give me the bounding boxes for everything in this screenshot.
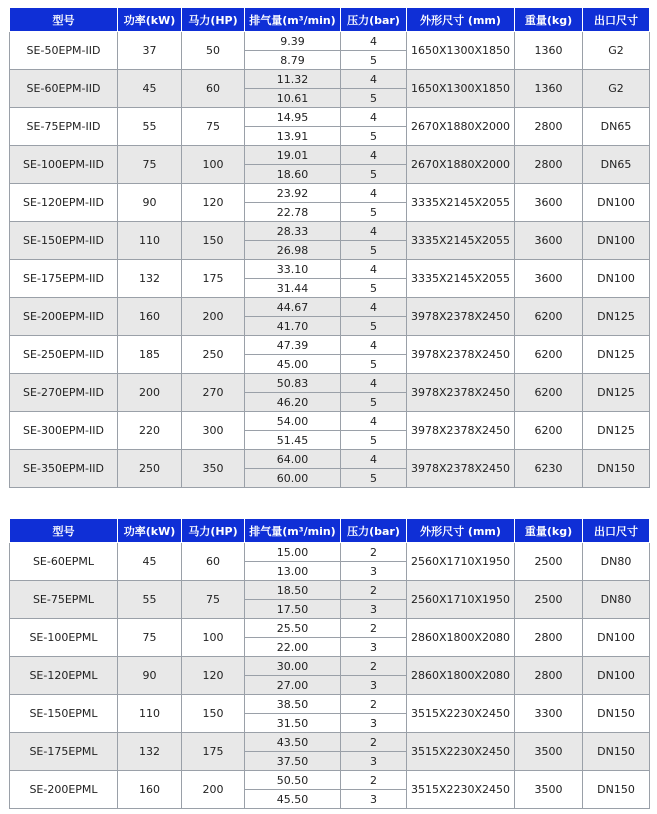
table-row: [10, 657, 650, 676]
column-header: 压力(bar): [341, 519, 407, 543]
header-row: [10, 8, 650, 32]
table-row: [10, 184, 650, 203]
pressure-cell: 5: [341, 165, 407, 184]
flow-cell: 10.61: [245, 89, 341, 108]
flow-cell: 31.50: [245, 714, 341, 733]
flow-cell: 31.44: [245, 279, 341, 298]
power-cell: 200: [118, 374, 182, 412]
power-cell: 75: [118, 146, 182, 184]
power-cell: 75: [118, 619, 182, 657]
pressure-cell: 4: [341, 222, 407, 241]
table-header: [10, 8, 650, 32]
table-row: [10, 695, 650, 714]
column-header: 重量(kg): [515, 8, 583, 32]
pressure-cell: 3: [341, 790, 407, 809]
power-cell: 90: [118, 657, 182, 695]
dimensions-cell: 2670X1880X2000: [407, 108, 515, 146]
pressure-cell: 5: [341, 241, 407, 260]
pressure-cell: 4: [341, 336, 407, 355]
horsepower-cell: 150: [182, 695, 245, 733]
weight-cell: 2500: [515, 543, 583, 581]
flow-cell: 45.50: [245, 790, 341, 809]
dimensions-cell: 3335X2145X2055: [407, 184, 515, 222]
column-header: 排气量(m³/min): [245, 519, 341, 543]
dimensions-cell: 3978X2378X2450: [407, 450, 515, 488]
flow-cell: 60.00: [245, 469, 341, 488]
power-cell: 110: [118, 222, 182, 260]
pressure-cell: 4: [341, 146, 407, 165]
outlet-cell: DN150: [583, 771, 650, 809]
table-row: [10, 543, 650, 562]
pressure-cell: 2: [341, 771, 407, 790]
pressure-cell: 4: [341, 184, 407, 203]
flow-cell: 46.20: [245, 393, 341, 412]
outlet-cell: DN80: [583, 543, 650, 581]
spec-table-1: [9, 7, 650, 488]
weight-cell: 2500: [515, 581, 583, 619]
power-cell: 250: [118, 450, 182, 488]
power-cell: 45: [118, 70, 182, 108]
power-cell: 185: [118, 336, 182, 374]
horsepower-cell: 60: [182, 70, 245, 108]
horsepower-cell: 100: [182, 619, 245, 657]
weight-cell: 2800: [515, 657, 583, 695]
dimensions-cell: 1650X1300X1850: [407, 32, 515, 70]
dimensions-cell: 3515X2230X2450: [407, 695, 515, 733]
weight-cell: 6200: [515, 298, 583, 336]
model-cell: SE-150EPML: [10, 695, 118, 733]
flow-cell: 44.67: [245, 298, 341, 317]
column-header: 马力(HP): [182, 519, 245, 543]
pressure-cell: 3: [341, 600, 407, 619]
flow-cell: 9.39: [245, 32, 341, 51]
dimensions-cell: 3978X2378X2450: [407, 336, 515, 374]
flow-cell: 26.98: [245, 241, 341, 260]
power-cell: 90: [118, 184, 182, 222]
pressure-cell: 2: [341, 733, 407, 752]
outlet-cell: DN150: [583, 733, 650, 771]
flow-cell: 13.00: [245, 562, 341, 581]
flow-cell: 45.00: [245, 355, 341, 374]
model-cell: SE-120EPML: [10, 657, 118, 695]
column-header: 出口尺寸: [583, 519, 650, 543]
model-cell: SE-300EPM-IID: [10, 412, 118, 450]
flow-cell: 43.50: [245, 733, 341, 752]
flow-cell: 14.95: [245, 108, 341, 127]
model-cell: SE-150EPM-IID: [10, 222, 118, 260]
model-cell: SE-350EPM-IID: [10, 450, 118, 488]
table-row: [10, 450, 650, 469]
dimensions-cell: 2670X1880X2000: [407, 146, 515, 184]
pressure-cell: 2: [341, 543, 407, 562]
weight-cell: 3300: [515, 695, 583, 733]
horsepower-cell: 75: [182, 581, 245, 619]
model-cell: SE-60EPM-IID: [10, 70, 118, 108]
column-header: 外形尺寸 (mm): [407, 519, 515, 543]
flow-cell: 25.50: [245, 619, 341, 638]
pressure-cell: 4: [341, 412, 407, 431]
flow-cell: 33.10: [245, 260, 341, 279]
weight-cell: 3500: [515, 771, 583, 809]
model-cell: SE-200EPM-IID: [10, 298, 118, 336]
pressure-cell: 3: [341, 752, 407, 771]
horsepower-cell: 270: [182, 374, 245, 412]
model-cell: SE-175EPM-IID: [10, 260, 118, 298]
power-cell: 37: [118, 32, 182, 70]
outlet-cell: DN125: [583, 412, 650, 450]
outlet-cell: DN150: [583, 695, 650, 733]
column-header: 功率(kW): [118, 519, 182, 543]
dimensions-cell: 3515X2230X2450: [407, 771, 515, 809]
pressure-cell: 3: [341, 638, 407, 657]
flow-cell: 22.00: [245, 638, 341, 657]
flow-cell: 17.50: [245, 600, 341, 619]
model-cell: SE-50EPM-IID: [10, 32, 118, 70]
outlet-cell: DN65: [583, 108, 650, 146]
pressure-cell: 2: [341, 657, 407, 676]
pressure-cell: 5: [341, 317, 407, 336]
flow-cell: 28.33: [245, 222, 341, 241]
column-header: 型号: [10, 519, 118, 543]
pressure-cell: 5: [341, 89, 407, 108]
dimensions-cell: 3978X2378X2450: [407, 298, 515, 336]
weight-cell: 2800: [515, 619, 583, 657]
pressure-cell: 2: [341, 619, 407, 638]
dimensions-cell: 2560X1710X1950: [407, 543, 515, 581]
column-header: 压力(bar): [341, 8, 407, 32]
dimensions-cell: 2560X1710X1950: [407, 581, 515, 619]
horsepower-cell: 200: [182, 771, 245, 809]
flow-cell: 50.50: [245, 771, 341, 790]
pressure-cell: 5: [341, 279, 407, 298]
flow-cell: 11.32: [245, 70, 341, 89]
pressure-cell: 3: [341, 714, 407, 733]
dimensions-cell: 3978X2378X2450: [407, 412, 515, 450]
dimensions-cell: 3515X2230X2450: [407, 733, 515, 771]
model-cell: SE-250EPM-IID: [10, 336, 118, 374]
table-row: [10, 222, 650, 241]
column-header: 功率(kW): [118, 8, 182, 32]
dimensions-cell: 3335X2145X2055: [407, 260, 515, 298]
flow-cell: 51.45: [245, 431, 341, 450]
outlet-cell: DN100: [583, 657, 650, 695]
pressure-cell: 4: [341, 450, 407, 469]
power-cell: 110: [118, 695, 182, 733]
flow-cell: 50.83: [245, 374, 341, 393]
table-row: [10, 733, 650, 752]
table-row: [10, 260, 650, 279]
weight-cell: 6200: [515, 336, 583, 374]
table-row: [10, 374, 650, 393]
table-body: [10, 543, 650, 809]
flow-cell: 54.00: [245, 412, 341, 431]
power-cell: 160: [118, 771, 182, 809]
horsepower-cell: 175: [182, 733, 245, 771]
table-row: [10, 336, 650, 355]
weight-cell: 3600: [515, 184, 583, 222]
header-row: [10, 519, 650, 543]
pressure-cell: 5: [341, 51, 407, 70]
column-header: 马力(HP): [182, 8, 245, 32]
weight-cell: 2800: [515, 146, 583, 184]
power-cell: 160: [118, 298, 182, 336]
outlet-cell: G2: [583, 70, 650, 108]
pressure-cell: 4: [341, 374, 407, 393]
pressure-cell: 2: [341, 581, 407, 600]
dimensions-cell: 3978X2378X2450: [407, 374, 515, 412]
pressure-cell: 3: [341, 562, 407, 581]
horsepower-cell: 60: [182, 543, 245, 581]
dimensions-cell: 2860X1800X2080: [407, 657, 515, 695]
table-row: [10, 146, 650, 165]
model-cell: SE-270EPM-IID: [10, 374, 118, 412]
column-header: 出口尺寸: [583, 8, 650, 32]
weight-cell: 6230: [515, 450, 583, 488]
pressure-cell: 4: [341, 260, 407, 279]
power-cell: 55: [118, 108, 182, 146]
power-cell: 132: [118, 733, 182, 771]
flow-cell: 37.50: [245, 752, 341, 771]
flow-cell: 18.50: [245, 581, 341, 600]
model-cell: SE-120EPM-IID: [10, 184, 118, 222]
outlet-cell: DN100: [583, 619, 650, 657]
pressure-cell: 5: [341, 393, 407, 412]
weight-cell: 3500: [515, 733, 583, 771]
outlet-cell: DN100: [583, 222, 650, 260]
model-cell: SE-75EPM-IID: [10, 108, 118, 146]
outlet-cell: DN125: [583, 374, 650, 412]
table-row: [10, 581, 650, 600]
flow-cell: 8.79: [245, 51, 341, 70]
column-header: 型号: [10, 8, 118, 32]
flow-cell: 27.00: [245, 676, 341, 695]
weight-cell: 2800: [515, 108, 583, 146]
column-header: 重量(kg): [515, 519, 583, 543]
model-cell: SE-175EPML: [10, 733, 118, 771]
weight-cell: 6200: [515, 374, 583, 412]
power-cell: 132: [118, 260, 182, 298]
pressure-cell: 2: [341, 695, 407, 714]
pressure-cell: 4: [341, 70, 407, 89]
model-cell: SE-75EPML: [10, 581, 118, 619]
pressure-cell: 4: [341, 298, 407, 317]
table-body: [10, 32, 650, 488]
flow-cell: 19.01: [245, 146, 341, 165]
table-row: [10, 108, 650, 127]
model-cell: SE-60EPML: [10, 543, 118, 581]
pressure-cell: 5: [341, 127, 407, 146]
table-row: [10, 70, 650, 89]
horsepower-cell: 175: [182, 260, 245, 298]
model-cell: SE-100EPML: [10, 619, 118, 657]
flow-cell: 41.70: [245, 317, 341, 336]
flow-cell: 18.60: [245, 165, 341, 184]
weight-cell: 3600: [515, 222, 583, 260]
outlet-cell: G2: [583, 32, 650, 70]
table-row: [10, 771, 650, 790]
outlet-cell: DN150: [583, 450, 650, 488]
flow-cell: 13.91: [245, 127, 341, 146]
outlet-cell: DN100: [583, 184, 650, 222]
flow-cell: 47.39: [245, 336, 341, 355]
flow-cell: 38.50: [245, 695, 341, 714]
outlet-cell: DN100: [583, 260, 650, 298]
flow-cell: 15.00: [245, 543, 341, 562]
dimensions-cell: 3335X2145X2055: [407, 222, 515, 260]
dimensions-cell: 1650X1300X1850: [407, 70, 515, 108]
spec-table-2: [9, 518, 650, 809]
pressure-cell: 5: [341, 203, 407, 222]
outlet-cell: DN125: [583, 298, 650, 336]
outlet-cell: DN80: [583, 581, 650, 619]
horsepower-cell: 150: [182, 222, 245, 260]
dimensions-cell: 2860X1800X2080: [407, 619, 515, 657]
table-row: [10, 412, 650, 431]
pressure-cell: 4: [341, 32, 407, 51]
weight-cell: 3600: [515, 260, 583, 298]
flow-cell: 23.92: [245, 184, 341, 203]
pressure-cell: 3: [341, 676, 407, 695]
outlet-cell: DN65: [583, 146, 650, 184]
column-header: 排气量(m³/min): [245, 8, 341, 32]
horsepower-cell: 50: [182, 32, 245, 70]
power-cell: 45: [118, 543, 182, 581]
flow-cell: 64.00: [245, 450, 341, 469]
pressure-cell: 4: [341, 108, 407, 127]
flow-cell: 22.78: [245, 203, 341, 222]
horsepower-cell: 300: [182, 412, 245, 450]
column-header: 外形尺寸 (mm): [407, 8, 515, 32]
table-header: [10, 519, 650, 543]
weight-cell: 1360: [515, 32, 583, 70]
power-cell: 55: [118, 581, 182, 619]
model-cell: SE-100EPM-IID: [10, 146, 118, 184]
table-row: [10, 619, 650, 638]
model-cell: SE-200EPML: [10, 771, 118, 809]
pressure-cell: 5: [341, 469, 407, 488]
horsepower-cell: 120: [182, 184, 245, 222]
weight-cell: 1360: [515, 70, 583, 108]
table-row: [10, 298, 650, 317]
pressure-cell: 5: [341, 355, 407, 374]
horsepower-cell: 200: [182, 298, 245, 336]
weight-cell: 6200: [515, 412, 583, 450]
outlet-cell: DN125: [583, 336, 650, 374]
horsepower-cell: 120: [182, 657, 245, 695]
table-row: [10, 32, 650, 51]
flow-cell: 30.00: [245, 657, 341, 676]
horsepower-cell: 75: [182, 108, 245, 146]
horsepower-cell: 250: [182, 336, 245, 374]
horsepower-cell: 100: [182, 146, 245, 184]
power-cell: 220: [118, 412, 182, 450]
pressure-cell: 5: [341, 431, 407, 450]
horsepower-cell: 350: [182, 450, 245, 488]
